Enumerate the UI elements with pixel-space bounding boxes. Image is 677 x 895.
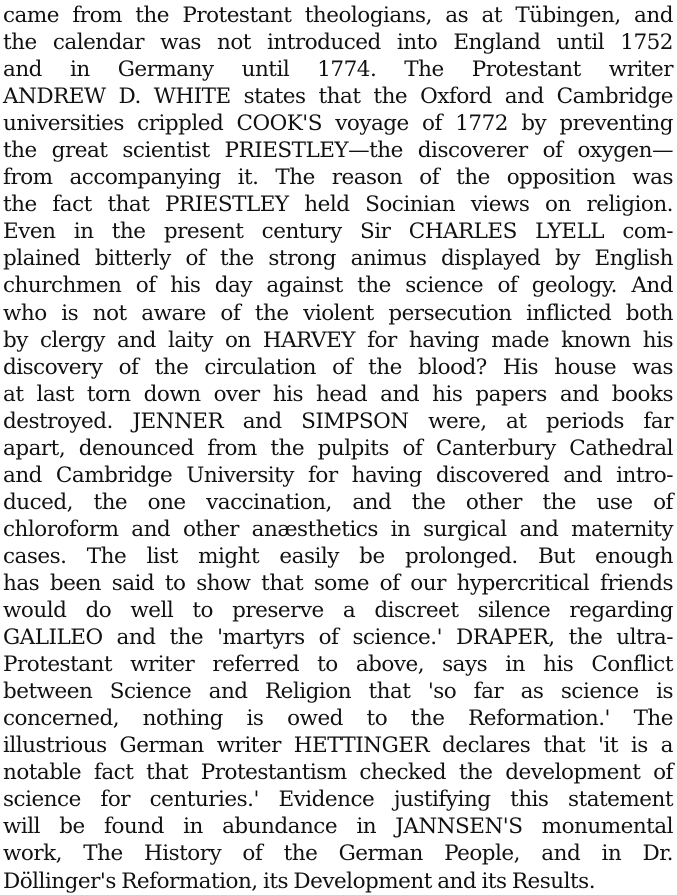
text-line: ANDREW D. WHITE states that the Oxford and Cambridge [3, 84, 673, 110]
text-line: plained bitterly of the strong animus displayed by English [3, 246, 673, 272]
text-line: universities crippled COOK'S voyage of 1772 by preventing [3, 111, 673, 137]
text-line: at last torn down over his head and his papers and books [3, 381, 673, 407]
text-line: science for centuries.' Evidence justifying this statement [3, 787, 673, 813]
text-line: Protestant writer referred to above, says in his Conflict [3, 652, 673, 678]
text-line: destroyed. JENNER and SIMPSON were, at periods far [3, 408, 673, 434]
text-line: by clergy and laity on HARVEY for having made known his [3, 327, 673, 353]
text-line: has been said to show that some of our hypercritical friends [3, 570, 673, 596]
text-line: the fact that PRIESTLEY held Socinian views on religion. [3, 192, 673, 218]
text-line: duced, the one vaccination, and the other the use of [3, 489, 673, 515]
text-line: GALILEO and the 'martyrs of science.' DRAPER, the ultra- [3, 625, 673, 651]
text-line: work, The History of the German People, and in Dr. [3, 841, 673, 867]
text-line: between Science and Religion that 'so far as science is [3, 679, 673, 705]
text-line: Even in the present century Sir CHARLES LYELL com- [3, 219, 673, 245]
text-line: apart, denounced from the pulpits of Canterbury Cathedral [3, 435, 673, 461]
text-line: will be found in abundance in JANNSEN'S monumental [3, 814, 673, 840]
text-line: and in Germany until 1774. The Protestant writer [3, 57, 673, 83]
text-line: cases. The list might easily be prolonged. But enough [3, 543, 673, 569]
text-line: churchmen of his day against the science of geology. And [3, 273, 673, 299]
text-line: the calendar was not introduced into England until 1752 [3, 30, 673, 56]
text-line: from accompanying it. The reason of the opposition was [3, 165, 673, 191]
text-line: and Cambridge University for having discovered and intro- [3, 462, 673, 488]
text-line: illustrious German writer HETTINGER declares that 'it is a [3, 733, 673, 759]
text-line: chloroform and other anæsthetics in surgical and maternity [3, 516, 673, 542]
text-line: concerned, nothing is owed to the Reformation.' The [3, 706, 673, 732]
text-passage [3, 2, 673, 895]
text-line: who is not aware of the violent persecution inflicted both [3, 300, 673, 326]
text-line: Döllinger's Reformation, its Development and its Results. [3, 868, 596, 894]
text-line: notable fact that Protestantism checked the development of [3, 760, 673, 786]
text-line: would do well to preserve a discreet silence regarding [3, 598, 673, 624]
text-line: the great scientist PRIESTLEY—the discoverer of oxygen— [3, 138, 673, 164]
text-line: came from the Protestant theologians, as at Tübingen, and [3, 3, 673, 28]
text-line: discovery of the circulation of the blood? His house was [3, 354, 673, 380]
